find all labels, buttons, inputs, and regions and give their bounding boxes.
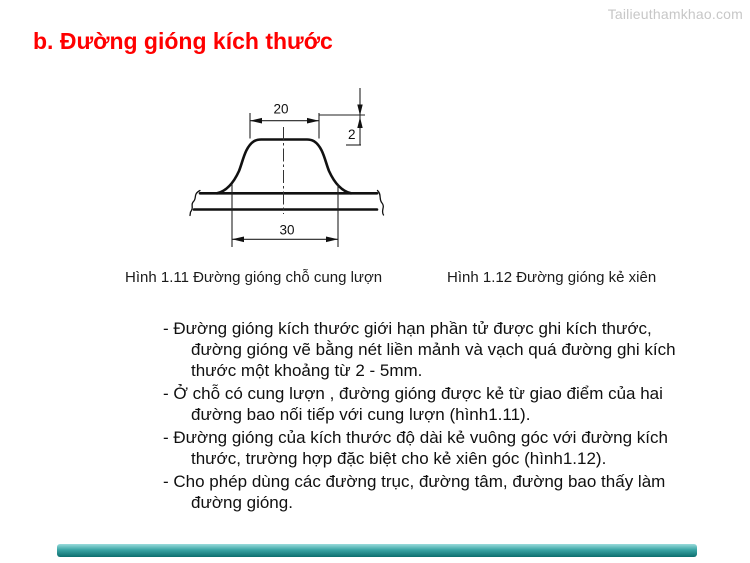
caption-fig-1-11: Hình 1.11 Đường gióng chỗ cung lượn [125, 269, 383, 286]
watermark-text: Tailieuthamkhao.com [607, 6, 743, 22]
arrow-2-down-icon [357, 105, 362, 116]
dim-label-2: 2 [347, 127, 356, 142]
arrow-30-left-icon [232, 237, 244, 243]
dim-label-30: 30 [279, 222, 295, 238]
dimension-arrowheads [232, 105, 363, 243]
arrow-20-left-icon [250, 118, 262, 124]
caption-fig-1-12: Hình 1.12 Đường gióng kẻ xiên [447, 269, 657, 286]
arrow-20-right-icon [307, 118, 319, 124]
bullet-item: - Đường gióng của kích thước độ dài kẻ vuông góc với đường kích thước, trường hợp đặc biệt cho kẻ xiên góc (hình1.12). [163, 428, 668, 468]
figure-1-11-technical-drawing [150, 85, 450, 265]
dimension-lines [232, 88, 365, 247]
right-break-line [378, 191, 384, 216]
dim-label-20: 20 [273, 101, 289, 117]
arrow-30-right-icon [326, 237, 338, 243]
arrow-2-up-icon [357, 117, 362, 128]
bullet-item: - Ở chỗ có cung lượn , đường gióng được kẻ từ giao điểm của hai đường bao nối tiếp với cung lượn (hình1.11). [163, 384, 663, 424]
left-break-line [190, 191, 200, 216]
bullet-list [163, 318, 679, 515]
page-title: b. Đường gióng kích thước [33, 28, 333, 54]
bullet-item: - Đường gióng kích thước giới hạn phần tử được ghi kích thước, đường gióng vẽ bằng nét liền mảnh và vạch quá đường ghi kích thước một khoảng từ 2 - 5mm. [163, 319, 676, 380]
bullet-item: - Cho phép dùng các đường trục, đường tâm, đường bao thấy làm đường gióng. [163, 472, 666, 512]
footer-bar-decoration [57, 544, 697, 557]
